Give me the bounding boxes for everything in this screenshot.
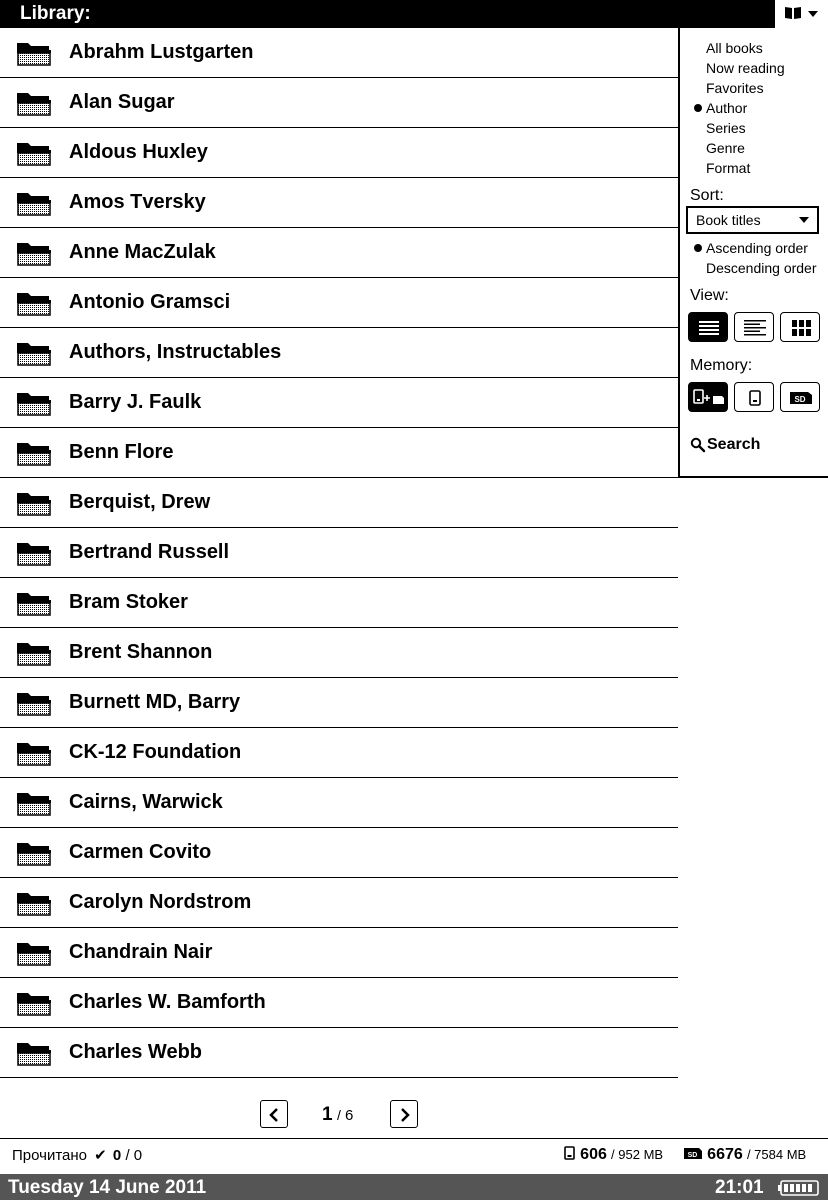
previous-page-button[interactable]	[260, 1100, 288, 1128]
author-name: Abrahm Lustgarten	[69, 41, 254, 63]
author-name: Benn Flore	[69, 441, 174, 463]
author-folder-row[interactable]	[0, 28, 678, 78]
list-view-icon	[689, 313, 729, 343]
read-separator: /	[125, 1147, 130, 1164]
author-folder-row[interactable]	[0, 778, 678, 828]
filter-option-label: Genre	[706, 140, 745, 156]
device-memory-icon	[564, 1146, 576, 1160]
title-bar	[0, 0, 828, 28]
author-name: Alan Sugar	[69, 91, 175, 113]
folder-icon	[16, 39, 52, 67]
device-memory-info	[564, 1146, 663, 1164]
folder-icon	[16, 939, 52, 967]
folder-icon	[16, 989, 52, 1017]
folder-icon	[16, 639, 52, 667]
sort-order-option[interactable]	[680, 238, 828, 258]
filter-option-label: Series	[706, 120, 746, 136]
author-name: Berquist, Drew	[69, 491, 211, 513]
folder-icon	[16, 839, 52, 867]
filter-option-label: Now reading	[706, 60, 785, 76]
filter-option[interactable]	[680, 158, 828, 178]
author-folder-row[interactable]	[0, 728, 678, 778]
device-and-sd-icon	[689, 383, 729, 413]
search-label: Search	[707, 436, 761, 453]
author-folder-row[interactable]	[0, 528, 678, 578]
author-name: Amos Tversky	[69, 191, 206, 213]
sort-dropdown[interactable]	[686, 206, 819, 234]
read-status	[12, 1146, 142, 1164]
chevron-down-icon	[808, 11, 818, 17]
filter-option-label: Author	[706, 100, 748, 116]
folder-icon	[16, 689, 52, 717]
folder-icon	[16, 589, 52, 617]
filter-option-label: Format	[706, 160, 751, 176]
author-name: Burnett MD, Barry	[69, 691, 241, 713]
author-name: Anne MacZulak	[69, 241, 216, 263]
grid-view-button[interactable]	[780, 312, 820, 342]
author-name: Bertrand Russell	[69, 541, 230, 563]
footer-divider	[0, 1138, 828, 1139]
sd-free: 6676	[707, 1146, 743, 1163]
list-view-button[interactable]	[688, 312, 728, 342]
author-name: Authors, Instructables	[69, 341, 282, 363]
author-folder-row[interactable]	[0, 228, 678, 278]
folder-icon	[16, 339, 52, 367]
filter-option[interactable]	[680, 118, 828, 138]
read-label: Прочитано	[12, 1147, 87, 1164]
filter-option[interactable]	[680, 138, 828, 158]
library-menu-button[interactable]	[773, 0, 828, 28]
author-name: Brent Shannon	[69, 641, 213, 663]
author-name: Charles W. Bamforth	[69, 991, 266, 1013]
sd-badge: SD	[687, 1152, 698, 1159]
chevron-right-icon	[391, 1101, 419, 1129]
folder-icon	[16, 189, 52, 217]
filter-option-label: Favorites	[706, 80, 764, 96]
folder-icon	[16, 1039, 52, 1067]
current-date: Tuesday 14 June 2011	[8, 1177, 207, 1198]
device-memory-icon	[735, 383, 775, 413]
author-folder-row[interactable]	[0, 78, 678, 128]
folder-icon	[16, 139, 52, 167]
author-folder-row[interactable]	[0, 828, 678, 878]
folder-icon	[16, 439, 52, 467]
page-title: Library:	[20, 3, 91, 24]
filter-option[interactable]	[680, 78, 828, 98]
author-folder-row[interactable]	[0, 578, 678, 628]
author-name: Aldous Huxley	[69, 141, 208, 163]
detailed-list-view-button[interactable]	[734, 312, 774, 342]
folder-icon	[16, 539, 52, 567]
filter-option[interactable]	[680, 38, 828, 58]
author-name: Carolyn Nordstrom	[69, 891, 252, 913]
sort-label: Sort:	[690, 187, 724, 204]
folder-icon	[16, 489, 52, 517]
filter-option-label: All books	[706, 40, 763, 56]
chevron-down-icon	[799, 217, 809, 223]
sort-order-list	[680, 238, 828, 278]
filter-option[interactable]	[680, 98, 828, 118]
sort-order-option[interactable]	[680, 258, 828, 278]
selected-dot-icon	[694, 244, 702, 252]
author-name: CK-12 Foundation	[69, 741, 242, 763]
author-list	[0, 28, 678, 1078]
current-page: 1	[322, 1104, 333, 1125]
selected-dot-icon	[694, 104, 702, 112]
open-book-icon	[784, 6, 802, 20]
folder-icon	[16, 89, 52, 117]
folder-icon	[16, 889, 52, 917]
author-name: Barry J. Faulk	[69, 391, 202, 413]
filter-option[interactable]	[680, 58, 828, 78]
device-total: / 952 MB	[611, 1147, 664, 1162]
author-name: Chandrain Nair	[69, 941, 213, 963]
folder-icon	[16, 789, 52, 817]
author-folder-row[interactable]	[0, 878, 678, 928]
all-memory-button[interactable]	[688, 382, 728, 412]
device-free: 606	[580, 1146, 607, 1163]
folder-icon	[16, 239, 52, 267]
device-memory-button[interactable]	[734, 382, 774, 412]
author-name: Bram Stoker	[69, 591, 188, 613]
detailed-list-view-icon	[735, 313, 775, 343]
author-name: Cairns, Warwick	[69, 791, 223, 813]
current-time: 21:01	[715, 1177, 764, 1198]
author-folder-row[interactable]	[0, 178, 678, 228]
author-folder-row[interactable]	[0, 128, 678, 178]
sd-card-icon	[683, 1146, 703, 1160]
sd-card-icon	[781, 383, 821, 413]
author-name: Carmen Covito	[69, 841, 212, 863]
author-folder-row[interactable]	[0, 478, 678, 528]
author-folder-row[interactable]	[0, 378, 678, 428]
author-folder-row[interactable]	[0, 978, 678, 1028]
view-label: View:	[690, 287, 729, 304]
read-total: 0	[133, 1147, 143, 1164]
author-folder-row[interactable]	[0, 428, 678, 478]
folder-icon	[16, 289, 52, 317]
chevron-left-icon	[261, 1101, 289, 1129]
total-pages: 6	[345, 1107, 354, 1124]
next-page-button[interactable]	[390, 1100, 418, 1128]
author-folder-row[interactable]	[0, 928, 678, 978]
sort-order-label: Ascending order	[706, 240, 808, 256]
author-folder-row[interactable]	[0, 328, 678, 378]
filter-list	[680, 38, 828, 178]
library-options-panel	[678, 28, 828, 478]
author-folder-row[interactable]	[0, 278, 678, 328]
folder-icon	[16, 739, 52, 767]
battery-icon	[778, 1180, 820, 1196]
page-separator: /	[337, 1107, 341, 1123]
sd-total: / 7584 MB	[746, 1147, 807, 1162]
read-count: 0	[112, 1147, 122, 1164]
author-name: Antonio Gramsci	[69, 291, 231, 313]
checkmark-icon: ✔	[94, 1147, 107, 1164]
author-folder-row[interactable]	[0, 678, 678, 728]
author-folder-row[interactable]	[0, 1028, 678, 1078]
memory-label: Memory:	[690, 357, 753, 374]
pagination	[0, 1098, 678, 1130]
folder-icon	[16, 389, 52, 417]
sd-card-button[interactable]	[780, 382, 820, 412]
svg-text:SD: SD	[794, 395, 806, 404]
search-icon	[690, 437, 706, 453]
author-folder-row[interactable]	[0, 628, 678, 678]
sort-order-label: Descending order	[706, 260, 817, 276]
sd-memory-info	[683, 1146, 806, 1164]
sort-dropdown-value: Book titles	[696, 212, 761, 228]
author-name: Charles Webb	[69, 1041, 202, 1063]
status-bar	[0, 1174, 828, 1200]
grid-view-icon	[781, 313, 821, 343]
